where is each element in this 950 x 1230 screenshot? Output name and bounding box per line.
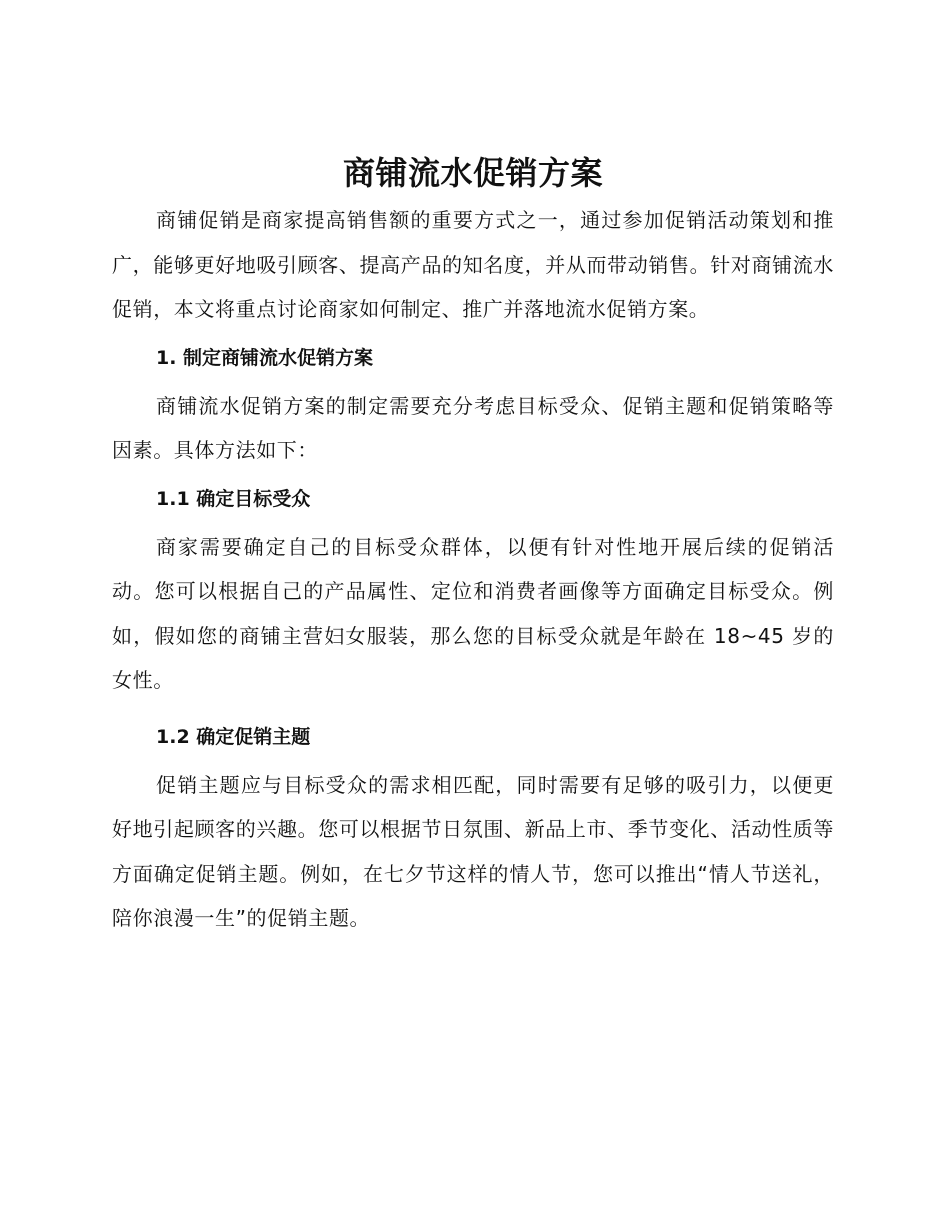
document-page: [112, 148, 834, 941]
section-heading-1: 1. 制定商铺流水促销方案: [156, 346, 374, 369]
intro-paragraph: 商铺促销是商家提高销售额的重要方式之一，通过参加促销活动策划和推广，能够更好地吸引顾客、提高产品的知名度，并从而带动销售。针对商铺流水促销，本文将重点讨论商家如何制定、推广并落地流水促销方案。: [112, 208, 834, 321]
document-title: 商铺流水促销方案: [342, 154, 603, 192]
spacer: [112, 703, 834, 717]
section-1-1-paragraph: 商家需要确定自己的目标受众群体，以便有针对性地开展后续的促销活动。您可以根据自己的产品属性、定位和消费者画像等方面确定目标受众。例如，假如您的商铺主营妇女服装，那么您的目标受众就是年龄在 18~45 岁的女性。: [112, 534, 834, 692]
section-1-2-paragraph: 促销主题应与目标受众的需求相匹配，同时需要有足够的吸引力，以便更好地引起顾客的兴趣。您可以根据节日氛围、新品上市、季节变化、活动性质等方面确定促销主题。例如，在七夕节这样的情人节，您可以推出“情人节送礼，陪你浪漫一生”的促销主题。: [112, 772, 834, 930]
section-heading-1-1: 1.1 确定目标受众: [156, 487, 311, 510]
section-1-paragraph: 商铺流水促销方案的制定需要充分考虑目标受众、促销主题和促销策略等因素。具体方法如下：: [112, 393, 834, 462]
section-heading-1-2: 1.2 确定促销主题: [156, 725, 311, 748]
